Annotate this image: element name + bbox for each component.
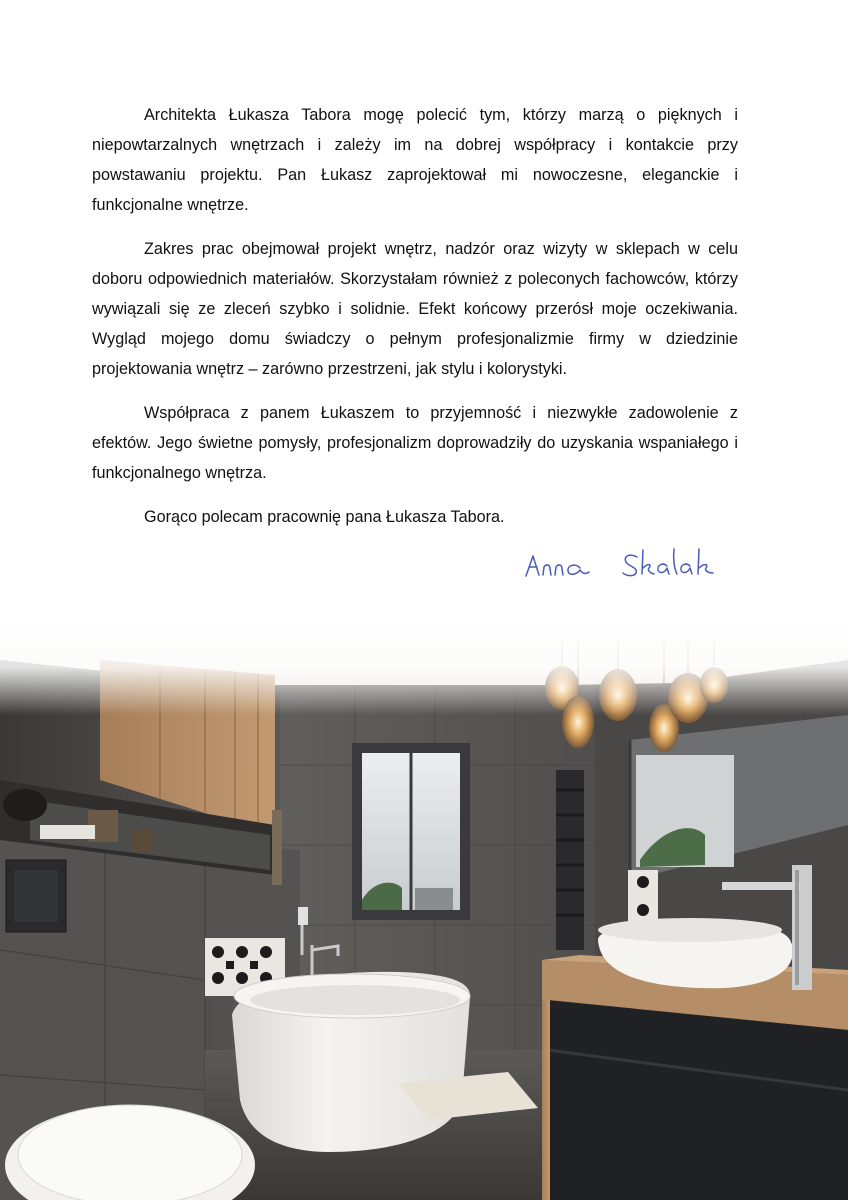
freestanding-bathtub (232, 972, 470, 1152)
letter-paragraph-2: Zakres prac obejmował projekt wnętrz, nadzór oraz wizyty w sklepach w celu doboru odpowiednich materiałów. Skorzystałam również z poleconych fachowców, którzy wywiązali się ze zleceń szybko i solidnie. Efekt końcowy przerósł moje oczekiwania. Wygląd mojego domu świadczy o pełnym profesjonalizmie firmy w dziedzinie projektowania wnętrz – zarówno przestrzeni, jak stylu i kolorystyki. (92, 240, 738, 378)
letter-paragraph-3: Współpraca z panem Łukaszem to przyjemność i niezwykłe zadowolenie z efektów. Jego świetne pomysły, profesjonalizm doprowadziły do uzyskania wspaniałego i funkcjonalnego wnętrza. (92, 404, 738, 482)
handwritten-signature (522, 540, 737, 590)
vanity-cabinet (542, 955, 848, 1200)
recommendation-letter (92, 100, 738, 546)
bathroom-photo (0, 620, 848, 1200)
towel-radiator (556, 770, 584, 950)
bathroom-illustration (0, 620, 848, 1200)
letter-paragraph-4: Gorąco polecam pracownię pana Łukasza Tabora. (144, 508, 505, 526)
letter-paragraph-1: Architekta Łukasza Tabora mogę polecić tym, którzy marzą o pięknych i niepowtarzalnych wnętrzach i zależy im na dobrej współpracy i kontakcie przy powstawaniu projektu. Pan Łukasz zaprojektował mi nowoczesne, eleganckie i funkcjonalne wnętrze. (92, 106, 738, 214)
